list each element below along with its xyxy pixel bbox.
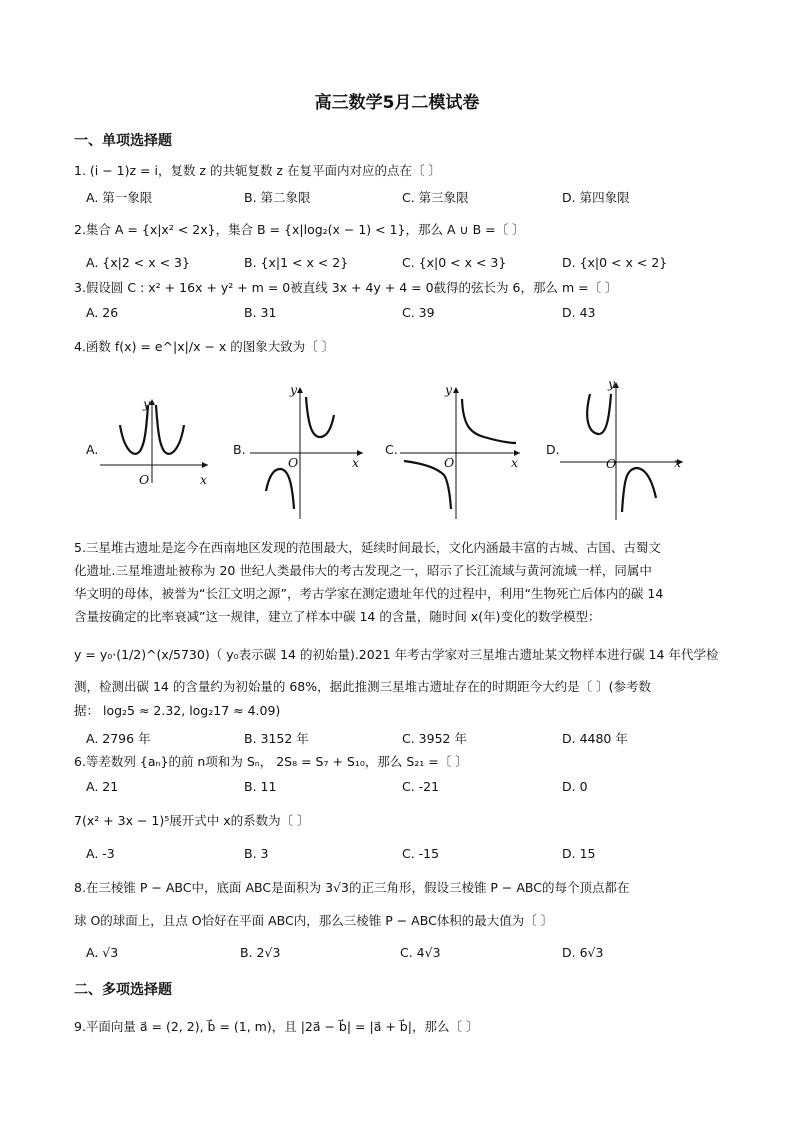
question-6-stem: 6.等差数列 {aₙ}的前 n项和为 Sₙ， 2S₈ = S₇ + S₁₀，那么 S₂₁ =〔 〕 — [74, 754, 468, 769]
question-9-stem: 9.平面向量 a⃗ = (2, 2), b⃗ = (1, m)，且 |2a⃗ − b⃗| = |a⃗ + b⃗|，那么〔 〕 — [74, 1019, 479, 1034]
question-2-option-a: A. {x|2 < x < 3} — [86, 255, 190, 270]
graph-d — [560, 380, 685, 522]
question-7-option-b: B. 3 — [244, 846, 269, 861]
graph-d-curve-left — [587, 394, 611, 434]
question-5-line-6: 测，检测出碳 14 的含量约为初始量的 68%，据此推测三星堆古遗址存在的时期距今大约是〔 〕(参考数 — [74, 679, 651, 694]
graph-d-origin-label: O — [606, 456, 617, 471]
section-heading-single-choice: 一、单项选择题 — [74, 133, 172, 149]
graph-a-origin-label: O — [139, 472, 150, 487]
question-5-line-4: 含量按确定的比率衰减”这一规律，建立了样本中碳 14 的含量，随时间 x(年)变化的数学模型： — [74, 609, 601, 624]
question-7-stem: 7(x² + 3x − 1)⁵展开式中 x的系数为〔 〕 — [74, 813, 310, 828]
question-5-line-3: 华文明的母体，被誉为“长江文明之源”，考古学家在测定遗址年代的过程中，利用“生物死亡后体内的碳 14 — [74, 586, 664, 601]
question-1-option-b: B. 第二象限 — [244, 190, 311, 205]
graph-c-x-label: x — [511, 455, 519, 470]
page-title: 高三数学5月二模试卷 — [314, 93, 480, 113]
question-5-option-b: B. 3152 年 — [244, 731, 309, 746]
question-1-option-a: A. 第一象限 — [86, 190, 153, 205]
graph-c-y-arrow — [453, 387, 459, 393]
question-2-option-d: D. {x|0 < x < 2} — [562, 255, 668, 270]
graph-b-curve-right — [306, 397, 334, 437]
question-8-option-d: D. 6√3 — [562, 945, 604, 960]
section-heading-multiple-choice: 二、多项选择题 — [74, 982, 172, 998]
question-3-stem: 3.假设圆 C : x² + 16x + y² + m = 0被直线 3x + 4y + 4 = 0截得的弦长为 6，那么 m =〔 〕 — [74, 280, 618, 295]
graph-c-label: C. — [385, 442, 398, 457]
graph-b — [250, 385, 365, 520]
question-8-line-1: 8.在三棱锥 P − ABC中，底面 ABC是面积为 3√3的正三角形，假设三棱锥 P − ABC的每个顶点都在 — [74, 880, 630, 895]
question-8-option-a: A. √3 — [86, 945, 119, 960]
graph-a-x-arrow — [202, 462, 208, 468]
graph-a-x-label: x — [200, 472, 208, 487]
question-7-option-d: D. 15 — [562, 846, 596, 861]
graph-b-origin-label: O — [288, 455, 299, 470]
graph-a-y-label: y — [143, 396, 151, 411]
question-7-option-c: C. -15 — [402, 846, 440, 861]
question-6-option-c: C. -21 — [402, 779, 440, 794]
graph-a-curve-left — [120, 405, 148, 454]
question-3-option-a: A. 26 — [86, 305, 119, 320]
question-1-option-d: D. 第四象限 — [562, 190, 630, 205]
question-2-stem: 2.集合 A = {x|x² < 2x}，集合 B = {x|log₂(x − 1) < 1}，那么 A ∪ B =〔 〕 — [74, 222, 525, 237]
graph-d-label: D. — [546, 442, 560, 457]
graph-c-curve-right — [462, 399, 516, 443]
question-4-stem: 4.函数 f(x) = e^|x|/x − x 的图象大致为〔 〕 — [74, 339, 335, 354]
question-5-line-5: y = y₀·(1/2)^(x/5730)（ y₀表示碳 14 的初始量).2021 年考古学家对三星堆古遗址某文物样本进行碳 14 年代学检 — [74, 647, 719, 662]
question-3-option-d: D. 43 — [562, 305, 596, 320]
question-5-line-2: 化遗址.三星堆遗址被称为 20 世纪人类最伟大的考古发现之一，昭示了长江流域与黄河流域一样，同属中 — [74, 563, 652, 578]
graph-a-curve-right — [156, 405, 184, 454]
graph-b-label: B. — [233, 442, 246, 457]
graph-d-x-label: x — [674, 455, 682, 470]
graph-b-y-arrow — [297, 387, 303, 393]
question-7-option-a: A. -3 — [86, 846, 115, 861]
graph-d-curve-right — [622, 468, 656, 512]
graph-c-origin-label: O — [444, 455, 455, 470]
question-8-line-2: 球 O的球面上，且点 O恰好在平面 ABC内，那么三棱锥 P − ABC体积的最大值为〔 〕 — [74, 913, 554, 928]
question-5-line-7: 据： log₂5 ≈ 2.32, log₂17 ≈ 4.09) — [74, 703, 281, 718]
question-5-text — [74, 536, 722, 628]
question-6-option-b: B. 11 — [244, 779, 277, 794]
question-3-option-b: B. 31 — [244, 305, 277, 320]
question-5-option-a: A. 2796 年 — [86, 731, 151, 746]
question-8-option-b: B. 2√3 — [240, 945, 281, 960]
graph-c-y-label: y — [445, 382, 453, 397]
graph-d-y-label: y — [608, 376, 616, 391]
graph-b-x-label: x — [352, 455, 360, 470]
question-6-option-a: A. 21 — [86, 779, 119, 794]
question-2-option-c: C. {x|0 < x < 3} — [402, 255, 507, 270]
question-1-stem: 1. (i − 1)z = i，复数 z 的共轭复数 z 在复平面内对应的点在〔 〕 — [74, 163, 441, 178]
question-8-option-c: C. 4√3 — [400, 945, 441, 960]
graph-c — [400, 385, 522, 520]
question-5-option-c: C. 3952 年 — [402, 731, 467, 746]
question-2-option-b: B. {x|1 < x < 2} — [244, 255, 349, 270]
question-6-option-d: D. 0 — [562, 779, 588, 794]
graph-a-label: A. — [86, 442, 99, 457]
graph-b-curve-left — [266, 469, 294, 509]
question-5-option-d: D. 4480 年 — [562, 731, 628, 746]
graph-b-y-label: y — [290, 382, 298, 397]
question-5-line-1: 5.三星堆古遗址是迄今在西南地区发现的范围最大，延续时间最长，文化内涵最丰富的古城、古国、古蜀文 — [74, 540, 661, 555]
question-1-option-c: C. 第三象限 — [402, 190, 469, 205]
question-3-option-c: C. 39 — [402, 305, 435, 320]
graph-a — [100, 395, 210, 490]
